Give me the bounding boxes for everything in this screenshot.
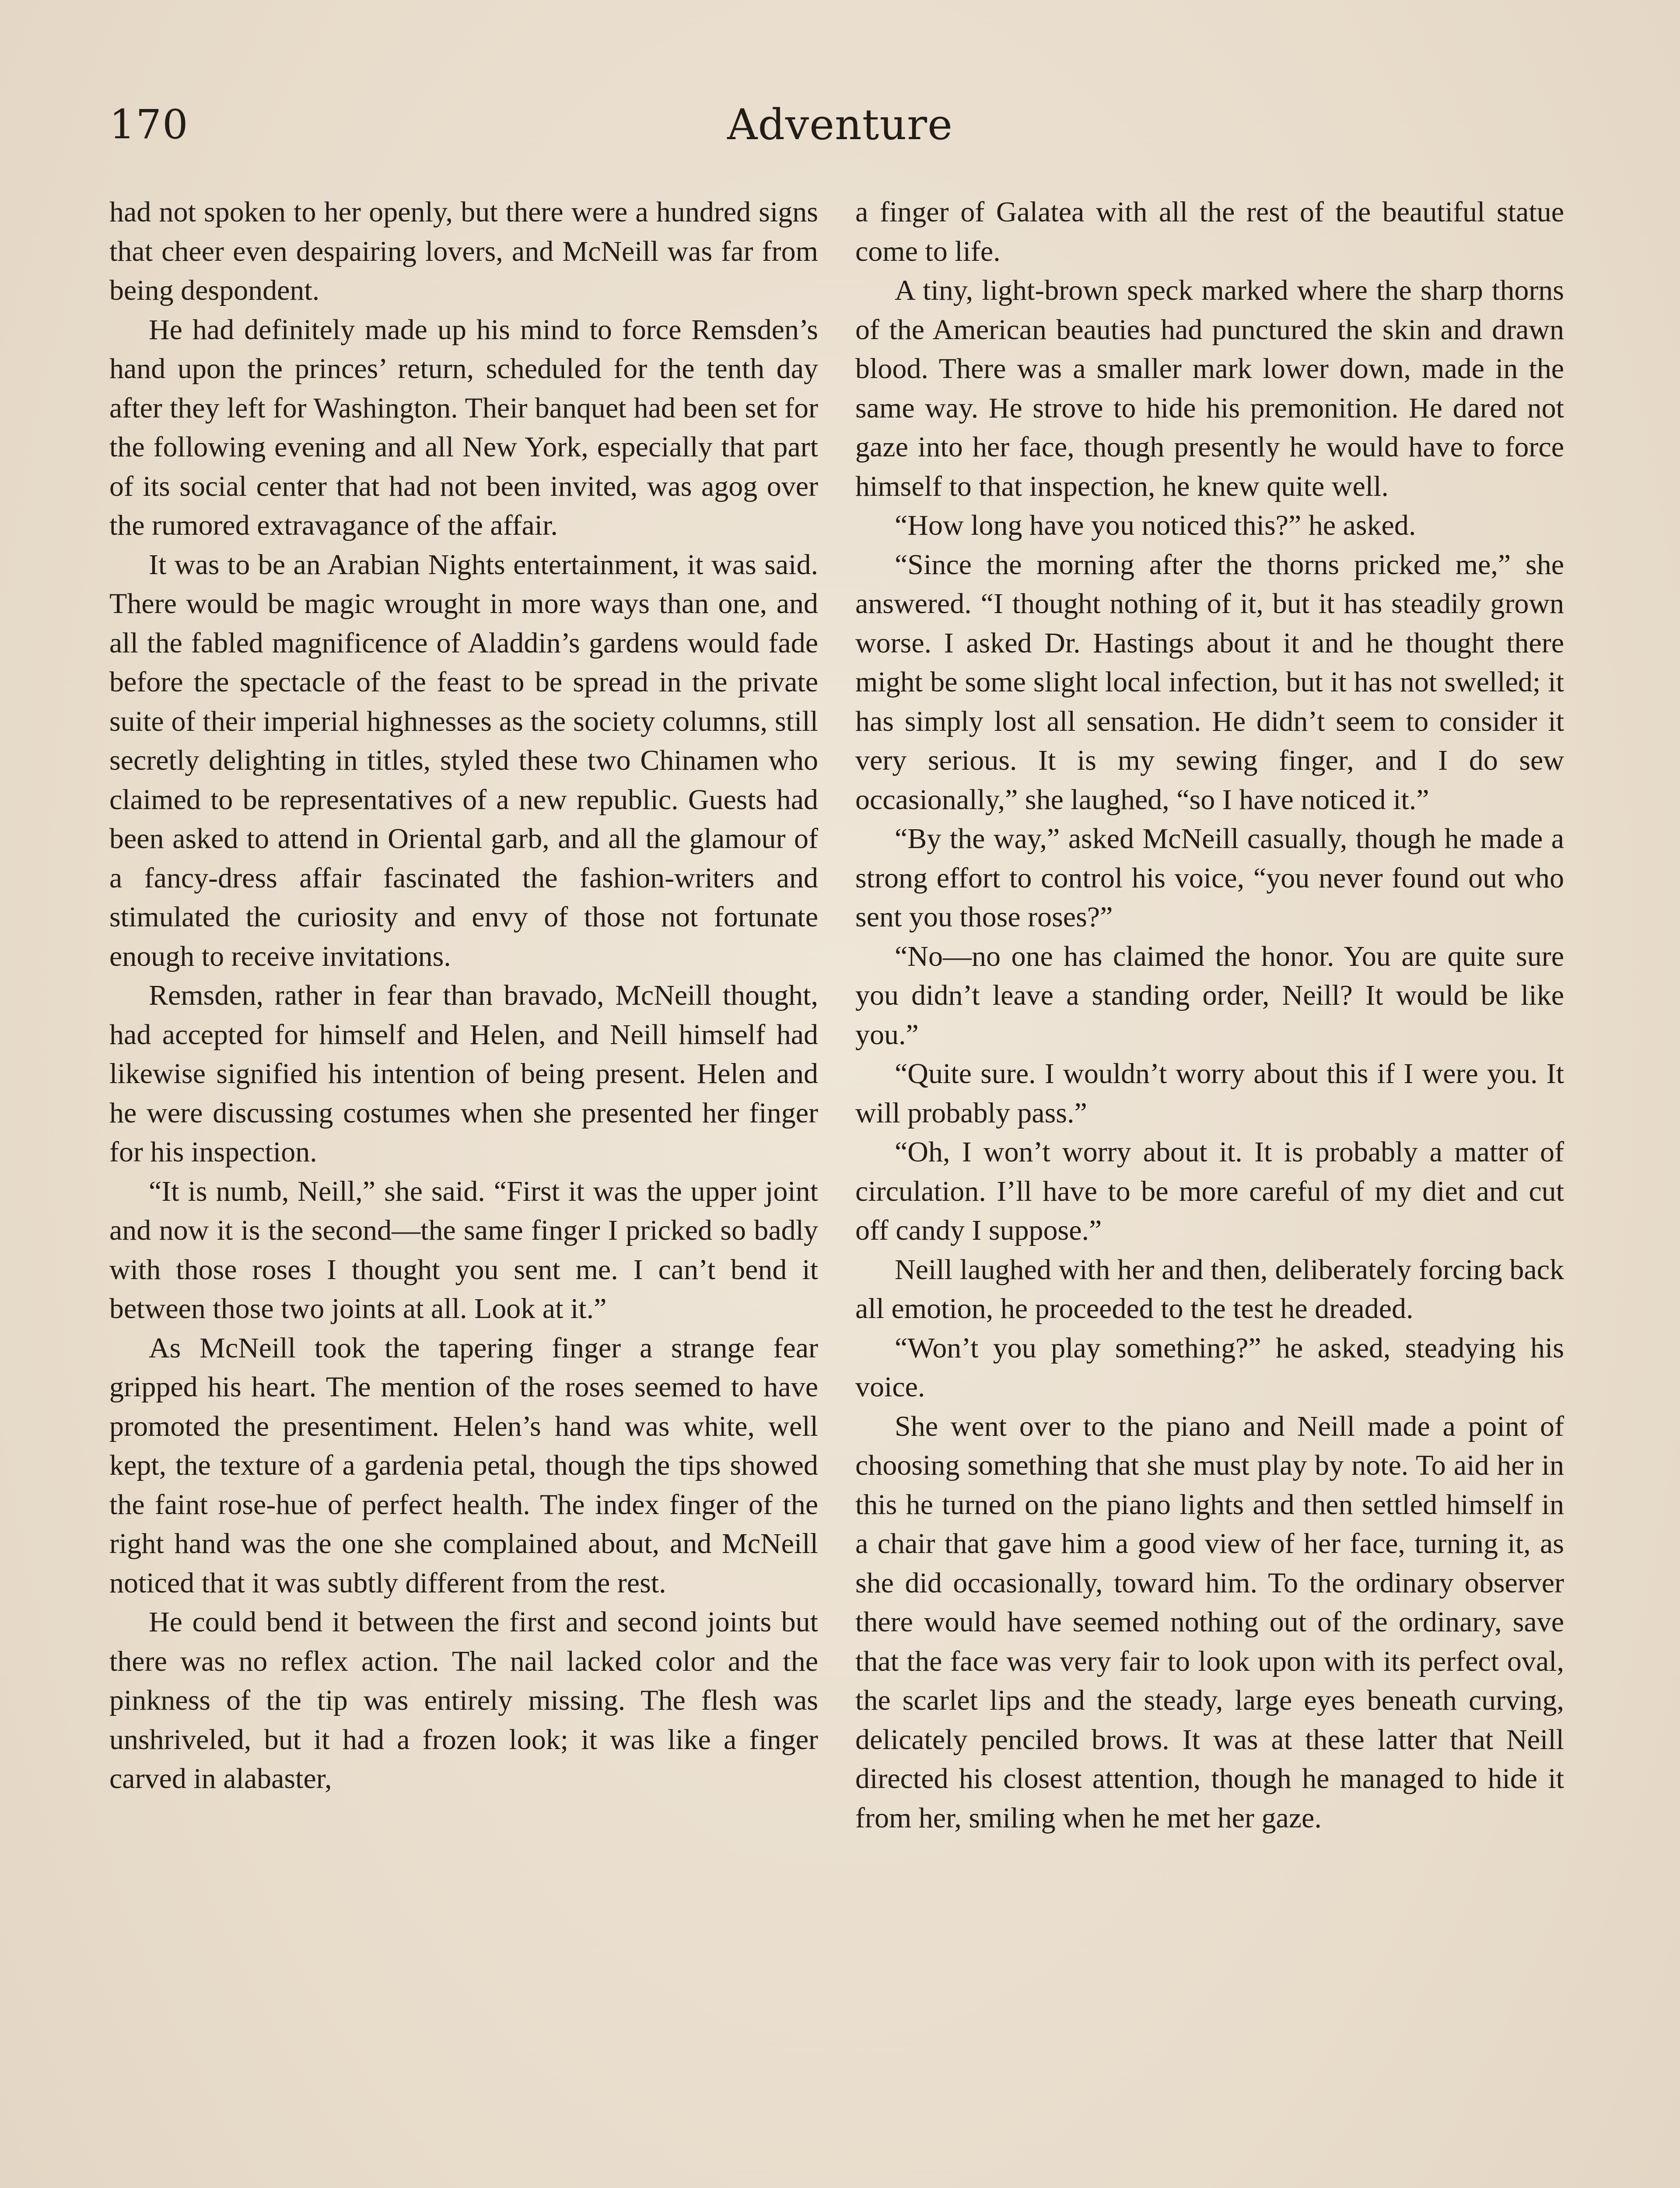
paragraph: “Oh, I won’t worry about it. It is probably a matter of circulation. I’ll have to be more careful of my diet and cut off candy I suppose.” — [855, 1136, 1564, 1246]
paragraph: “No—no one has claimed the honor. You are quite sure you didn’t leave a standing order, Neill? It would be like you.” — [855, 940, 1564, 1051]
paragraph: “Quite sure. I wouldn’t worry about this if I were you. It will probably pass.” — [855, 1058, 1564, 1129]
right-column — [855, 193, 1564, 1837]
page-number: 170 — [109, 101, 189, 148]
page-header — [109, 92, 1571, 158]
paragraph: It was to be an Arabian Nights entertainment, it was said. There would be magic wrought in more ways than one, and all the fabled magnificence of Aladdin’s gardens would fade before the spectacle of the feast to be spread in the private suite of their imperial highnesses as the society columns, still secretly delighting in titles, styled these two Chinamen who claimed to be representatives of a new republic. Guests had been asked to attend in Oriental garb, and all the glamour of a fancy-dress affair fascinated the fashion-writers and stimulated the curiosity and envy of those not fortunate enough to receive invitations. — [109, 548, 818, 972]
paragraph: “Won’t you play something?” he asked, steadying his voice. — [855, 1332, 1564, 1403]
paragraph: Remsden, rather in fear than bravado, McNeill thought, had accepted for himself and Helen, and Neill himself had likewise signified his intention of being present. Helen and he were discussing costumes when she presented her finger for his inspection. — [109, 979, 818, 1168]
paragraph: “Since the morning after the thorns pricked me,” she answered. “I thought nothing of it, but it has steadily grown worse. I asked Dr. Hastings about it and he thought there might be some slight local infection, but it has not swelled; it has simply lost all sensation. He didn’t seem to consider it very serious. It is my sewing finger, and I do sew occasionally,” she laughed, “so I have noticed it.” — [855, 548, 1564, 816]
paragraph: A tiny, light-brown speck marked where the sharp thorns of the American beauties had punctured the skin and drawn blood. There was a smaller mark lower down, made in the same way. He strove to hide his premonition. He dared not gaze into her face, though presently he would have to force himself to that inspection, he knew quite well. — [855, 274, 1564, 502]
magazine-title: Adventure — [727, 100, 953, 149]
paragraph: “It is numb, Neill,” she said. “First it was the upper joint and now it is the second—the same finger I pricked so badly with those roses I thought you sent me. I can’t bend it between those two joints at all. Look at it.” — [109, 1175, 818, 1325]
paragraph: had not spoken to her openly, but there were a hundred signs that cheer even despairing lovers, and McNeill was far from being despondent. — [109, 196, 818, 306]
paragraph: “How long have you noticed this?” he asked. — [895, 509, 1416, 541]
paragraph: He could bend it between the first and second joints but there was no reflex action. The nail lacked color and the pinkness of the tip was entirely missing. The flesh was unshriveled, but it had a frozen look; it was like a finger carved in alabaster, — [109, 1606, 818, 1795]
paragraph: As McNeill took the tapering finger a strange fear gripped his heart. The mention of the roses seemed to have promoted the presentiment. Helen’s hand was white, well kept, the texture of a gardenia petal, though the tips showed the faint rose-hue of perfect health. The index finger of the right hand was the one she complained about, and McNeill noticed that it was subtly different from the rest. — [109, 1332, 818, 1599]
paragraph: She went over to the piano and Neill made a point of choosing something that she must play by note. To aid her in this he turned on the piano lights and then settled himself in a chair that gave him a good view of her face, turning it, as she did occasionally, toward him. To the ordinary observer there would have seemed nothing out of the ordinary, save that the face was very fair to look upon with its perfect oval, the scarlet lips and the steady, large eyes beneath curving, delicately penciled brows. It was at these latter that Neill directed his closest attention, though he managed to hide it from her, smiling when he met her gaze. — [855, 1410, 1564, 1834]
paragraph: a finger of Galatea with all the rest of the beautiful statue come to life. — [855, 196, 1564, 267]
paragraph: “By the way,” asked McNeill casually, though he made a strong effort to control his voice, “you never found out who sent you those roses?” — [855, 823, 1564, 933]
paragraph: He had definitely made up his mind to force Remsden’s hand upon the princes’ return, scheduled for the tenth day after they left for Washington. Their banquet had been set for the following evening and all New York, especially that part of its social center that had not been invited, was agog over the rumored extravagance of the affair. — [109, 313, 818, 541]
paragraph: Neill laughed with her and then, deliberately forcing back all emotion, he proceeded to the test he dreaded. — [855, 1253, 1564, 1325]
left-column — [109, 193, 818, 1799]
